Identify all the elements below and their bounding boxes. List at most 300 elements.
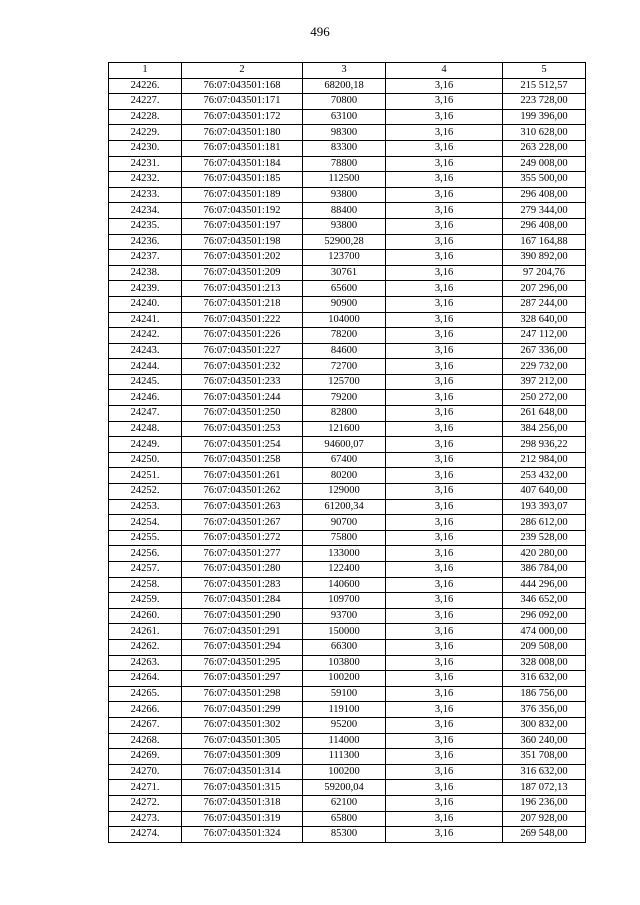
- column-header-1: 1: [109, 63, 182, 79]
- amount-cell: 267 336,00: [503, 343, 586, 359]
- amount-cell: 355 500,00: [503, 172, 586, 188]
- rate-cell: 3,16: [386, 764, 503, 780]
- value-cell: 72700: [303, 359, 386, 375]
- amount-cell: 167 164,88: [503, 234, 586, 250]
- rate-cell: 3,16: [386, 639, 503, 655]
- table-row: [109, 234, 586, 250]
- column-header-3: 3: [303, 63, 386, 79]
- row-number-cell: 24253.: [109, 499, 182, 515]
- amount-cell: 346 652,00: [503, 593, 586, 609]
- amount-cell: 212 984,00: [503, 452, 586, 468]
- amount-cell: 187 072,13: [503, 780, 586, 796]
- amount-cell: 390 892,00: [503, 250, 586, 266]
- rate-cell: 3,16: [386, 717, 503, 733]
- table-row: [109, 328, 586, 344]
- row-number-cell: 24230.: [109, 140, 182, 156]
- table-row: [109, 203, 586, 219]
- table-row: [109, 265, 586, 281]
- rate-cell: 3,16: [386, 109, 503, 125]
- table-row: [109, 702, 586, 718]
- value-cell: 59100: [303, 686, 386, 702]
- cadastral-number-cell: 76:07:043501:318: [182, 795, 303, 811]
- value-cell: 125700: [303, 374, 386, 390]
- table-row: [109, 639, 586, 655]
- table-row: [109, 733, 586, 749]
- row-number-cell: 24264.: [109, 671, 182, 687]
- table-row: [109, 749, 586, 765]
- value-cell: 129000: [303, 484, 386, 500]
- row-number-cell: 24237.: [109, 250, 182, 266]
- row-number-cell: 24251.: [109, 468, 182, 484]
- rate-cell: 3,16: [386, 515, 503, 531]
- cadastral-number-cell: 76:07:043501:185: [182, 172, 303, 188]
- amount-cell: 310 628,00: [503, 125, 586, 141]
- row-number-cell: 24242.: [109, 328, 182, 344]
- value-cell: 78800: [303, 156, 386, 172]
- column-header-5: 5: [503, 63, 586, 79]
- row-number-cell: 24249.: [109, 437, 182, 453]
- row-number-cell: 24263.: [109, 655, 182, 671]
- cadastral-number-cell: 76:07:043501:291: [182, 624, 303, 640]
- value-cell: 90700: [303, 515, 386, 531]
- cadastral-number-cell: 76:07:043501:189: [182, 187, 303, 203]
- table-row: [109, 437, 586, 453]
- value-cell: 78200: [303, 328, 386, 344]
- table-row: [109, 468, 586, 484]
- value-cell: 104000: [303, 312, 386, 328]
- rate-cell: 3,16: [386, 343, 503, 359]
- rate-cell: 3,16: [386, 624, 503, 640]
- row-number-cell: 24245.: [109, 374, 182, 390]
- amount-cell: 444 296,00: [503, 577, 586, 593]
- amount-cell: 384 256,00: [503, 421, 586, 437]
- table-row: [109, 187, 586, 203]
- amount-cell: 316 632,00: [503, 764, 586, 780]
- rate-cell: 3,16: [386, 421, 503, 437]
- value-cell: 98300: [303, 125, 386, 141]
- amount-cell: 196 236,00: [503, 795, 586, 811]
- table-row: [109, 140, 586, 156]
- value-cell: 90900: [303, 296, 386, 312]
- table-row: [109, 172, 586, 188]
- table-row: [109, 608, 586, 624]
- rate-cell: 3,16: [386, 577, 503, 593]
- amount-cell: 261 648,00: [503, 406, 586, 422]
- cadastral-table: [108, 62, 586, 843]
- rate-cell: 3,16: [386, 359, 503, 375]
- row-number-cell: 24228.: [109, 109, 182, 125]
- table-row: [109, 343, 586, 359]
- rate-cell: 3,16: [386, 234, 503, 250]
- cadastral-number-cell: 76:07:043501:233: [182, 374, 303, 390]
- column-header-4: 4: [386, 63, 503, 79]
- cadastral-number-cell: 76:07:043501:297: [182, 671, 303, 687]
- cadastral-number-cell: 76:07:043501:299: [182, 702, 303, 718]
- rate-cell: 3,16: [386, 749, 503, 765]
- cadastral-number-cell: 76:07:043501:314: [182, 764, 303, 780]
- table-row: [109, 530, 586, 546]
- amount-cell: 360 240,00: [503, 733, 586, 749]
- cadastral-number-cell: 76:07:043501:197: [182, 218, 303, 234]
- value-cell: 100200: [303, 764, 386, 780]
- value-cell: 63100: [303, 109, 386, 125]
- amount-cell: 287 244,00: [503, 296, 586, 312]
- amount-cell: 296 408,00: [503, 218, 586, 234]
- rate-cell: 3,16: [386, 702, 503, 718]
- row-number-cell: 24244.: [109, 359, 182, 375]
- row-number-cell: 24265.: [109, 686, 182, 702]
- amount-cell: 300 832,00: [503, 717, 586, 733]
- amount-cell: 207 296,00: [503, 281, 586, 297]
- rate-cell: 3,16: [386, 78, 503, 94]
- cadastral-number-cell: 76:07:043501:290: [182, 608, 303, 624]
- amount-cell: 296 408,00: [503, 187, 586, 203]
- amount-cell: 249 008,00: [503, 156, 586, 172]
- cadastral-number-cell: 76:07:043501:309: [182, 749, 303, 765]
- cadastral-number-cell: 76:07:043501:181: [182, 140, 303, 156]
- value-cell: 66300: [303, 639, 386, 655]
- cadastral-number-cell: 76:07:043501:226: [182, 328, 303, 344]
- cadastral-number-cell: 76:07:043501:202: [182, 250, 303, 266]
- value-cell: 88400: [303, 203, 386, 219]
- amount-cell: 386 784,00: [503, 562, 586, 578]
- table-row: [109, 452, 586, 468]
- value-cell: 119100: [303, 702, 386, 718]
- cadastral-number-cell: 76:07:043501:232: [182, 359, 303, 375]
- row-number-cell: 24270.: [109, 764, 182, 780]
- cadastral-number-cell: 76:07:043501:171: [182, 94, 303, 110]
- row-number-cell: 24243.: [109, 343, 182, 359]
- table-row: [109, 624, 586, 640]
- rate-cell: 3,16: [386, 390, 503, 406]
- amount-cell: 316 632,00: [503, 671, 586, 687]
- amount-cell: 207 928,00: [503, 811, 586, 827]
- cadastral-number-cell: 76:07:043501:244: [182, 390, 303, 406]
- cadastral-number-cell: 76:07:043501:172: [182, 109, 303, 125]
- rate-cell: 3,16: [386, 546, 503, 562]
- rate-cell: 3,16: [386, 780, 503, 796]
- cadastral-number-cell: 76:07:043501:277: [182, 546, 303, 562]
- table-row: [109, 125, 586, 141]
- cadastral-number-cell: 76:07:043501:272: [182, 530, 303, 546]
- rate-cell: 3,16: [386, 593, 503, 609]
- row-number-cell: 24274.: [109, 827, 182, 843]
- amount-cell: 193 393,07: [503, 499, 586, 515]
- value-cell: 59200,04: [303, 780, 386, 796]
- rate-cell: 3,16: [386, 811, 503, 827]
- rate-cell: 3,16: [386, 437, 503, 453]
- cadastral-number-cell: 76:07:043501:258: [182, 452, 303, 468]
- amount-cell: 215 512,57: [503, 78, 586, 94]
- rate-cell: 3,16: [386, 281, 503, 297]
- rate-cell: 3,16: [386, 156, 503, 172]
- table-header: [109, 63, 586, 79]
- row-number-cell: 24248.: [109, 421, 182, 437]
- rate-cell: 3,16: [386, 733, 503, 749]
- rate-cell: 3,16: [386, 125, 503, 141]
- cadastral-number-cell: 76:07:043501:180: [182, 125, 303, 141]
- value-cell: 112500: [303, 172, 386, 188]
- table-row: [109, 250, 586, 266]
- cadastral-number-cell: 76:07:043501:184: [182, 156, 303, 172]
- value-cell: 95200: [303, 717, 386, 733]
- table-row: [109, 390, 586, 406]
- table-row: [109, 484, 586, 500]
- cadastral-number-cell: 76:07:043501:168: [182, 78, 303, 94]
- rate-cell: 3,16: [386, 795, 503, 811]
- page-number: 496: [310, 24, 330, 39]
- value-cell: 111300: [303, 749, 386, 765]
- value-cell: 61200,34: [303, 499, 386, 515]
- rate-cell: 3,16: [386, 655, 503, 671]
- row-number-cell: 24257.: [109, 562, 182, 578]
- value-cell: 114000: [303, 733, 386, 749]
- value-cell: 30761: [303, 265, 386, 281]
- row-number-cell: 24262.: [109, 639, 182, 655]
- amount-cell: 328 640,00: [503, 312, 586, 328]
- amount-cell: 296 092,00: [503, 608, 586, 624]
- row-number-cell: 24231.: [109, 156, 182, 172]
- table-row: [109, 374, 586, 390]
- table-row: [109, 780, 586, 796]
- rate-cell: 3,16: [386, 172, 503, 188]
- value-cell: 100200: [303, 671, 386, 687]
- row-number-cell: 24271.: [109, 780, 182, 796]
- rate-cell: 3,16: [386, 296, 503, 312]
- value-cell: 65600: [303, 281, 386, 297]
- cadastral-number-cell: 76:07:043501:302: [182, 717, 303, 733]
- amount-cell: 250 272,00: [503, 390, 586, 406]
- table-row: [109, 546, 586, 562]
- table-row: [109, 78, 586, 94]
- row-number-cell: 24272.: [109, 795, 182, 811]
- value-cell: 79200: [303, 390, 386, 406]
- cadastral-number-cell: 76:07:043501:267: [182, 515, 303, 531]
- cadastral-number-cell: 76:07:043501:280: [182, 562, 303, 578]
- cadastral-number-cell: 76:07:043501:284: [182, 593, 303, 609]
- header-row: [109, 63, 586, 79]
- cadastral-number-cell: 76:07:043501:218: [182, 296, 303, 312]
- amount-cell: 97 204,76: [503, 265, 586, 281]
- rate-cell: 3,16: [386, 530, 503, 546]
- row-number-cell: 24252.: [109, 484, 182, 500]
- value-cell: 93700: [303, 608, 386, 624]
- rate-cell: 3,16: [386, 499, 503, 515]
- cadastral-number-cell: 76:07:043501:253: [182, 421, 303, 437]
- amount-cell: 269 548,00: [503, 827, 586, 843]
- rate-cell: 3,16: [386, 312, 503, 328]
- rate-cell: 3,16: [386, 406, 503, 422]
- value-cell: 75800: [303, 530, 386, 546]
- row-number-cell: 24246.: [109, 390, 182, 406]
- row-number-cell: 24239.: [109, 281, 182, 297]
- rate-cell: 3,16: [386, 250, 503, 266]
- row-number-cell: 24256.: [109, 546, 182, 562]
- table-row: [109, 562, 586, 578]
- row-number-cell: 24258.: [109, 577, 182, 593]
- value-cell: 93800: [303, 187, 386, 203]
- amount-cell: 397 212,00: [503, 374, 586, 390]
- amount-cell: 351 708,00: [503, 749, 586, 765]
- row-number-cell: 24247.: [109, 406, 182, 422]
- table-row: [109, 671, 586, 687]
- value-cell: 62100: [303, 795, 386, 811]
- value-cell: 140600: [303, 577, 386, 593]
- cadastral-number-cell: 76:07:043501:213: [182, 281, 303, 297]
- table-row: [109, 218, 586, 234]
- row-number-cell: 24227.: [109, 94, 182, 110]
- value-cell: 85300: [303, 827, 386, 843]
- row-number-cell: 24233.: [109, 187, 182, 203]
- cadastral-number-cell: 76:07:043501:254: [182, 437, 303, 453]
- row-number-cell: 24236.: [109, 234, 182, 250]
- table-row: [109, 156, 586, 172]
- value-cell: 103800: [303, 655, 386, 671]
- table-row: [109, 109, 586, 125]
- row-number-cell: 24254.: [109, 515, 182, 531]
- row-number-cell: 24226.: [109, 78, 182, 94]
- amount-cell: 247 112,00: [503, 328, 586, 344]
- amount-cell: 328 008,00: [503, 655, 586, 671]
- value-cell: 68200,18: [303, 78, 386, 94]
- amount-cell: 239 528,00: [503, 530, 586, 546]
- table-row: [109, 359, 586, 375]
- table-row: [109, 515, 586, 531]
- amount-cell: 263 228,00: [503, 140, 586, 156]
- table-row: [109, 296, 586, 312]
- table-body: [109, 78, 586, 842]
- value-cell: 109700: [303, 593, 386, 609]
- cadastral-number-cell: 76:07:043501:319: [182, 811, 303, 827]
- amount-cell: 253 432,00: [503, 468, 586, 484]
- cadastral-number-cell: 76:07:043501:262: [182, 484, 303, 500]
- rate-cell: 3,16: [386, 265, 503, 281]
- amount-cell: 298 936,22: [503, 437, 586, 453]
- table-row: [109, 593, 586, 609]
- cadastral-number-cell: 76:07:043501:263: [182, 499, 303, 515]
- row-number-cell: 24261.: [109, 624, 182, 640]
- rate-cell: 3,16: [386, 374, 503, 390]
- value-cell: 80200: [303, 468, 386, 484]
- amount-cell: 199 396,00: [503, 109, 586, 125]
- cadastral-number-cell: 76:07:043501:209: [182, 265, 303, 281]
- table-row: [109, 655, 586, 671]
- row-number-cell: 24273.: [109, 811, 182, 827]
- row-number-cell: 24259.: [109, 593, 182, 609]
- table-row: [109, 827, 586, 843]
- cadastral-number-cell: 76:07:043501:305: [182, 733, 303, 749]
- value-cell: 82800: [303, 406, 386, 422]
- cadastral-number-cell: 76:07:043501:324: [182, 827, 303, 843]
- rate-cell: 3,16: [386, 827, 503, 843]
- amount-cell: 376 356,00: [503, 702, 586, 718]
- value-cell: 65800: [303, 811, 386, 827]
- row-number-cell: 24267.: [109, 717, 182, 733]
- value-cell: 123700: [303, 250, 386, 266]
- value-cell: 94600,07: [303, 437, 386, 453]
- cadastral-number-cell: 76:07:043501:298: [182, 686, 303, 702]
- amount-cell: 223 728,00: [503, 94, 586, 110]
- cadastral-number-cell: 76:07:043501:198: [182, 234, 303, 250]
- value-cell: 84600: [303, 343, 386, 359]
- rate-cell: 3,16: [386, 468, 503, 484]
- value-cell: 52900,28: [303, 234, 386, 250]
- cadastral-number-cell: 76:07:043501:295: [182, 655, 303, 671]
- amount-cell: 474 000,00: [503, 624, 586, 640]
- amount-cell: 420 280,00: [503, 546, 586, 562]
- table-row: [109, 421, 586, 437]
- row-number-cell: 24235.: [109, 218, 182, 234]
- rate-cell: 3,16: [386, 671, 503, 687]
- row-number-cell: 24232.: [109, 172, 182, 188]
- row-number-cell: 24241.: [109, 312, 182, 328]
- cadastral-number-cell: 76:07:043501:192: [182, 203, 303, 219]
- table-row: [109, 499, 586, 515]
- rate-cell: 3,16: [386, 218, 503, 234]
- value-cell: 150000: [303, 624, 386, 640]
- rate-cell: 3,16: [386, 562, 503, 578]
- row-number-cell: 24229.: [109, 125, 182, 141]
- value-cell: 133000: [303, 546, 386, 562]
- cadastral-number-cell: 76:07:043501:250: [182, 406, 303, 422]
- rate-cell: 3,16: [386, 140, 503, 156]
- cadastral-number-cell: 76:07:043501:294: [182, 639, 303, 655]
- table-row: [109, 795, 586, 811]
- table-row: [109, 577, 586, 593]
- cadastral-number-cell: 76:07:043501:283: [182, 577, 303, 593]
- row-number-cell: 24234.: [109, 203, 182, 219]
- value-cell: 70800: [303, 94, 386, 110]
- value-cell: 122400: [303, 562, 386, 578]
- value-cell: 67400: [303, 452, 386, 468]
- row-number-cell: 24269.: [109, 749, 182, 765]
- table-row: [109, 686, 586, 702]
- row-number-cell: 24250.: [109, 452, 182, 468]
- row-number-cell: 24240.: [109, 296, 182, 312]
- cadastral-number-cell: 76:07:043501:315: [182, 780, 303, 796]
- table-row: [109, 312, 586, 328]
- value-cell: 93800: [303, 218, 386, 234]
- table-row: [109, 764, 586, 780]
- cadastral-number-cell: 76:07:043501:261: [182, 468, 303, 484]
- table-row: [109, 811, 586, 827]
- value-cell: 83300: [303, 140, 386, 156]
- amount-cell: 209 508,00: [503, 639, 586, 655]
- rate-cell: 3,16: [386, 452, 503, 468]
- cadastral-number-cell: 76:07:043501:227: [182, 343, 303, 359]
- row-number-cell: 24238.: [109, 265, 182, 281]
- row-number-cell: 24266.: [109, 702, 182, 718]
- rate-cell: 3,16: [386, 686, 503, 702]
- rate-cell: 3,16: [386, 187, 503, 203]
- rate-cell: 3,16: [386, 203, 503, 219]
- rate-cell: 3,16: [386, 484, 503, 500]
- table-row: [109, 281, 586, 297]
- row-number-cell: 24268.: [109, 733, 182, 749]
- table-row: [109, 94, 586, 110]
- column-header-2: 2: [182, 63, 303, 79]
- row-number-cell: 24260.: [109, 608, 182, 624]
- amount-cell: 286 612,00: [503, 515, 586, 531]
- table-row: [109, 406, 586, 422]
- cadastral-number-cell: 76:07:043501:222: [182, 312, 303, 328]
- rate-cell: 3,16: [386, 608, 503, 624]
- amount-cell: 186 756,00: [503, 686, 586, 702]
- amount-cell: 229 732,00: [503, 359, 586, 375]
- amount-cell: 407 640,00: [503, 484, 586, 500]
- value-cell: 121600: [303, 421, 386, 437]
- rate-cell: 3,16: [386, 328, 503, 344]
